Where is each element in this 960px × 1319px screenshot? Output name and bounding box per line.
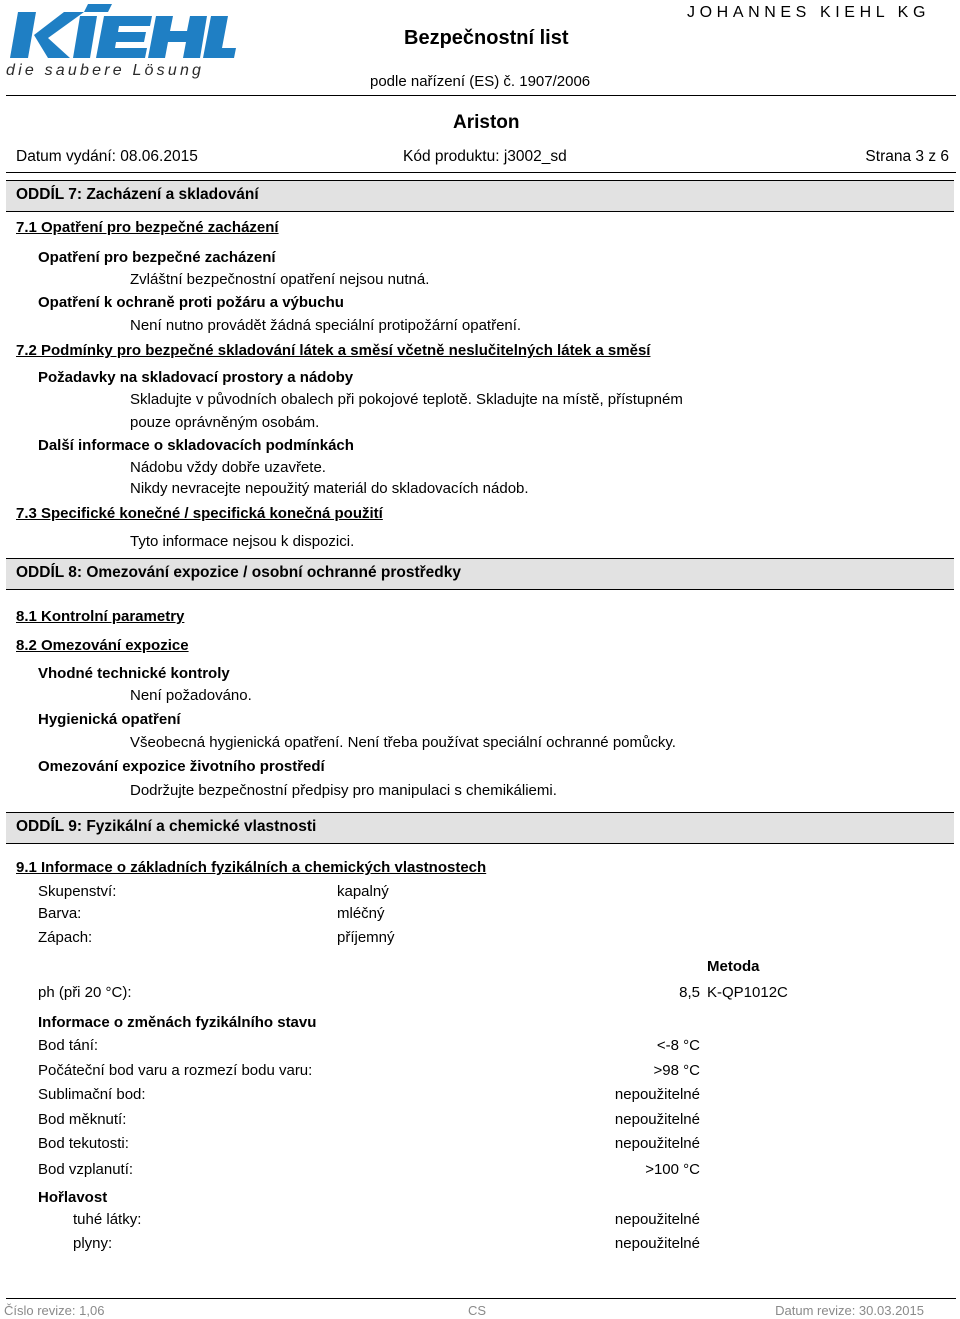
kiehl-logo [4,2,236,84]
softening-point-value: nepoužitelné [614,1111,700,1128]
section-9-title: ODDÍL 9: Fyzikální a chemické vlastnosti [16,818,317,835]
color-label: Barva: [38,905,82,922]
softening-point-label: Bod měknutí: [38,1111,127,1128]
pour-point-label: Bod tekutosti: [38,1135,129,1152]
subsection-9-1-title: 9.1 Informace o základních fyzikálních a chemických vlastnostech [16,859,487,876]
boiling-point-value: >98 °C [653,1062,700,1079]
s82-text-hygiene: Všeobecná hygienická opatření. Není třeba používat speciální ochranné pomůcky. [130,734,676,751]
phase-change-header: Informace o změnách fyzikálního stavu [38,1014,317,1031]
odor-value: příjemný [337,929,395,946]
boiling-point-label: Počáteční bod varu a rozmezí bodu varu: [38,1062,313,1079]
subsection-7-2-title: 7.2 Podmínky pro bezpečné skladování látek a směsí včetně neslučitelných látek a směsí [16,342,651,359]
melting-point-label: Bod tání: [38,1037,99,1054]
revision-number: Číslo revize: 1,06 [4,1303,105,1318]
section-9-header [6,812,954,844]
flammability-gases-value: nepoužitelné [614,1235,700,1252]
section-8-title: ODDÍL 8: Omezování expozice / osobní ochranné prostředky [16,564,462,581]
subsection-8-1-title: 8.1 Kontrolní parametry [16,608,185,625]
ph-label: ph (při 20 °C): [38,984,132,1001]
product-code: Kód produktu: j3002_sd [403,148,567,165]
flash-point-value: >100 °C [645,1161,700,1178]
flash-point-label: Bod vzplanutí: [38,1161,134,1178]
flammability-header: Hořlavost [38,1189,108,1206]
s71-label-handling: Opatření pro bezpečné zacházení [38,249,276,266]
section-7-title: ODDÍL 7: Zacházení a skladování [16,186,259,203]
company-name: JOHANNES KIEHL KG [687,4,930,21]
s82-text-technical: Není požadováno. [130,687,252,704]
section-7-header [6,180,954,212]
footer-divider [6,1298,956,1299]
s71-text-fire: Není nutno provádět žádná speciální protipožární opatření. [130,317,522,334]
logo-tagline: die saubere Lösung [6,62,205,79]
s72-label-further: Další informace o skladovacích podmínkách [38,437,354,454]
header-divider-bottom [6,172,956,173]
odor-label: Zápach: [38,929,93,946]
s73-text: Tyto informace nejsou k dispozici. [130,533,355,550]
product-name: Ariston [453,112,520,133]
subsection-8-2-title: 8.2 Omezování expozice [16,637,189,654]
method-column-header: Metoda [707,958,760,975]
melting-point-value: <-8 °C [656,1037,700,1054]
s82-text-environment: Dodržujte bezpečnostní předpisy pro manipulaci s chemikáliemi. [130,782,557,799]
s82-label-technical: Vhodné technické kontroly [38,665,230,682]
s82-label-hygiene: Hygienická opatření [38,711,181,728]
pour-point-value: nepoužitelné [614,1135,700,1152]
s72-label-storage: Požadavky na skladovací prostory a nádoby [38,369,354,386]
s72-text-storage-2: pouze oprávněným osobám. [130,414,320,431]
subsection-7-1-title: 7.1 Opatření pro bezpečné zacházení [16,219,279,236]
color-value: mléčný [337,905,385,922]
sublimation-point-label: Sublimační bod: [38,1086,146,1103]
s71-text-handling: Zvláštní bezpečnostní opatření nejsou nutná. [130,271,430,288]
flammability-gases-label: plyny: [73,1235,113,1252]
page-number: Strana 3 z 6 [865,148,949,165]
revision-date: Datum revize: 30.03.2015 [775,1303,924,1318]
document-title: Bezpečnostní list [404,27,569,49]
ph-value: 8,5 [679,984,700,1001]
section-8-header [6,558,954,590]
language-code: CS [468,1303,487,1318]
s71-label-fire: Opatření k ochraně proti požáru a výbuchu [38,294,344,311]
sublimation-point-value: nepoužitelné [614,1086,700,1103]
flammability-solids-value: nepoužitelné [614,1211,700,1228]
ph-method: K-QP1012C [707,984,788,1001]
subsection-7-3-title: 7.3 Specifické konečné / specifická konečná použití [16,505,383,522]
s82-label-environment: Omezování expozice životního prostředí [38,758,325,775]
state-label: Skupenství: [38,883,117,900]
header-divider-top [6,95,956,96]
state-value: kapalný [337,883,389,900]
issue-date: Datum vydání: 08.06.2015 [16,148,198,165]
flammability-solids-label: tuhé látky: [73,1211,142,1228]
s72-text-further-1: Nádobu vždy dobře uzavřete. [130,459,326,476]
s72-text-further-2: Nikdy nevracejte nepoužitý materiál do skladovacích nádob. [130,480,529,497]
s72-text-storage-1: Skladujte v původních obalech při pokojové teplotě. Skladujte na místě, přístupném [130,391,683,408]
regulation-reference: podle nařízení (ES) č. 1907/2006 [370,73,591,90]
